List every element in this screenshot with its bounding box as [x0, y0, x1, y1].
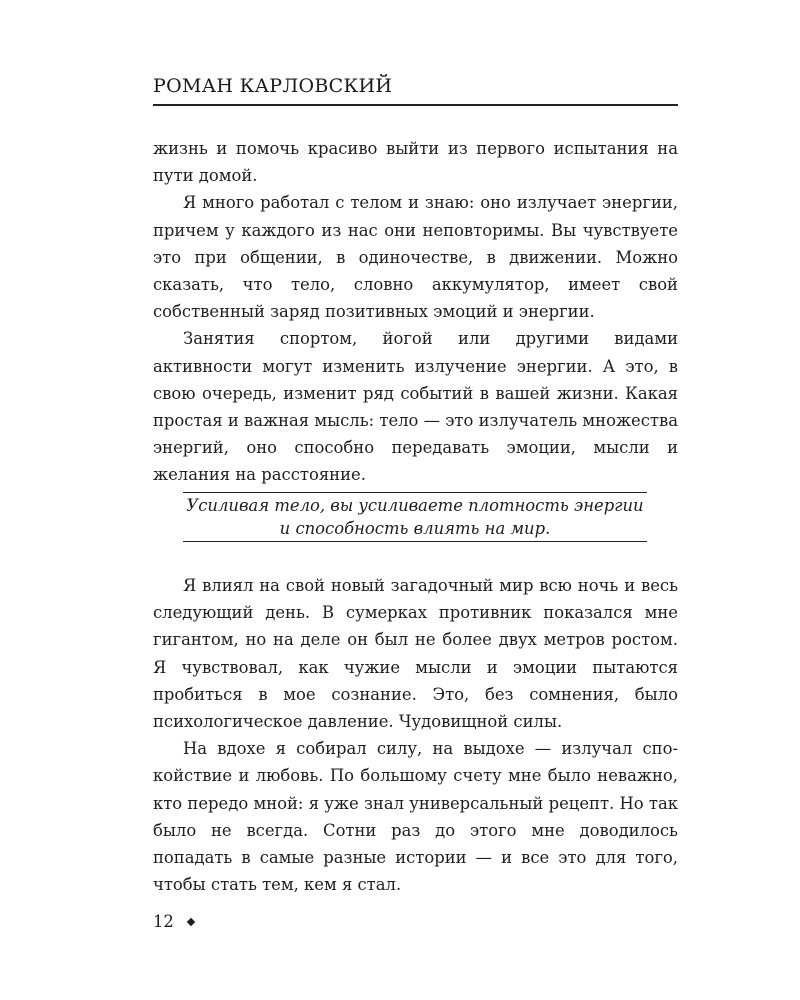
paragraph: жизнь и помочь красиво выйти из первого испытания на пути домой. [153, 139, 678, 186]
diamond-ornament-icon [187, 917, 195, 925]
header-rule [153, 104, 678, 106]
text-block-top [153, 135, 678, 489]
paragraph: Я влиял на свой новый загадочный мир всю ночь и весь следующий день. В сумерках противник показался мне гигантом, но на деле он был не более двух метров ростом. Я чувствовал, как чужие мысли и эмоции пытаются пробиться в мое сознание. Это, без сомнения, было психологическое давление. Чудовищной силы. [153, 576, 678, 732]
paragraph: Я много работал с телом и знаю: оно излучает энергии, причем у каждого из нас они неповторимы. Вы чувствуете это при общении, в одиночестве, в движении. Можно сказать, что тело, словно аккумулятор, имеет свой собственный заряд позитивных эмоций и энергии. [153, 193, 678, 322]
text-block-bottom [153, 572, 678, 898]
page-number: 12 [153, 912, 174, 931]
paragraph: На вдохе я собирал силу, на выдохе — излучал спокойствие и любовь. По большому счету мне было неважно, кто передо мной: я уже знал универсальный рецепт. Но так было не всегда. Сотни раз до этого мне доводилось попадать в самые разные истории — и все это для того, чтобы стать тем, кем я стал. [153, 739, 678, 895]
quote-rule-bottom [183, 541, 647, 542]
page-footer [153, 912, 194, 931]
quote-line-2: и способность влиять на мир. [279, 519, 551, 538]
paragraph: Занятия спортом, йогой или другими видами активности могут изменить излучение энергии. А это, в свою очередь, изменит ряд событий в вашей жизни. Какая простая и важная мысль: тело — это излучатель множества энергий, оно способно передавать эмоции, мысли и желания на расстояние. [153, 329, 678, 485]
running-header: РОМАН КАРЛОВСКИЙ [153, 75, 393, 97]
quote-rule-top [183, 492, 647, 493]
quote-line-1: Усиливая тело, вы усиливаете плотность энергии [186, 496, 644, 515]
pull-quote [183, 494, 647, 540]
